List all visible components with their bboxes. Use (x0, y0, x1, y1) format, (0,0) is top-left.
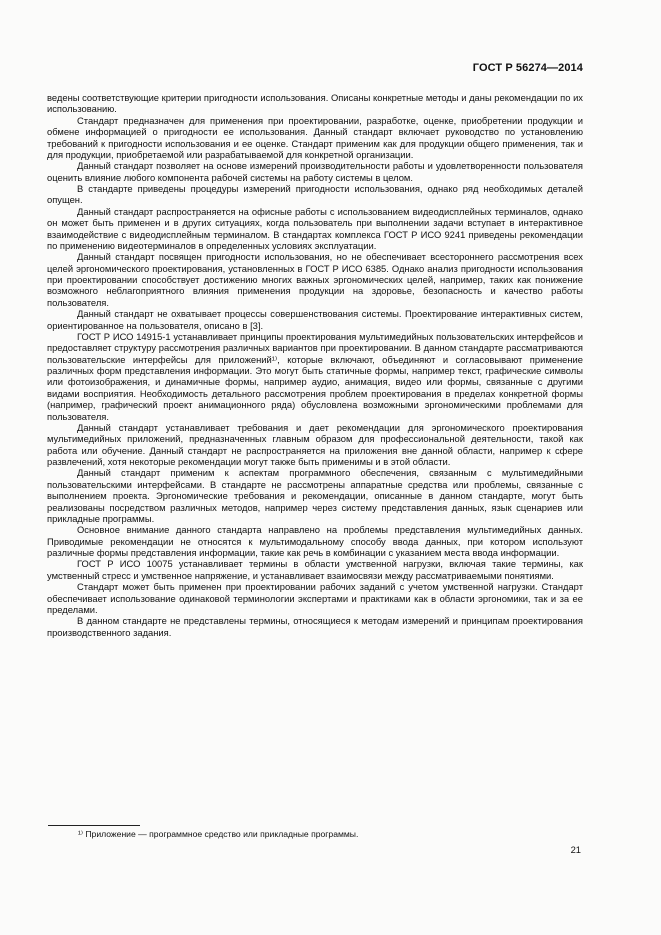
paragraph-continuation: ведены соответствующие критерии пригодности использования. Описаны конкретные методы и даны рекомендации по их использованию. (47, 92, 583, 115)
page-number: 21 (570, 844, 581, 855)
paragraph: Данный стандарт не охватывает процессы совершенствования системы. Проектирование интерактивных систем, ориентированное на пользователя, описано в [3]. (47, 308, 583, 331)
paragraph: Стандарт предназначен для применения при проектировании, разработке, оценке, приобретении продукции и обмене информацией о пригодности ее использования. Данный стандарт включает руководство по установлению требований к пригодности использования и ее оценке. Стандарт применим как для продукции общего применения, так и для продукции, приобретаемой или разрабатываемой для конкретной организации. (47, 114, 583, 160)
paragraph: Основное внимание данного стандарта направлено на проблемы представления мультимедийных данных. Приводимые рекомендации не относятся к мультимодальному способу ввода данных, при котором используют различные формы представления информации, такие как речь в комбинации с указанием места ввода информации. (47, 524, 583, 558)
paragraph: Данный стандарт устанавливает требования и дает рекомендации для эргономического проектирования мультимедийных приложений, предназначенных главным образом для профессиональной деятельности, такой как работа или обучение. Данный стандарт не распространяется на приложения вне данной области, например к сфере развлечений, хотя некоторые рекомендации могут также быть применимы и в этой области. (47, 421, 583, 467)
paragraph: В данном стандарте не представлены термины, относящиеся к методам измерений и принципам проектирования производственного задания. (47, 615, 583, 638)
paragraph: Данный стандарт посвящен пригодности использования, но не обеспечивает всестороннего рассмотрения всех целей эргономического проектирования, установленных в ГОСТ Р ИСО 6385. Однако анализ пригодности использования при проектировании способствует достижению многих важных эргономических целей, например, таких как понижение возможного неблагоприятного влияния применения продукции на здоровье, безопасность и качество работы пользователя. (47, 251, 583, 308)
footnote: ¹⁾ Приложение — программное средство или прикладные программы. (78, 829, 359, 839)
body-text (47, 92, 583, 638)
paragraph: Стандарт может быть применен при проектировании рабочих заданий с учетом умственной нагрузки. Стандарт обеспечивает использование одинаковой терминологии экспертами и практиками как в области эргономики, так и за ее пределами. (47, 581, 583, 615)
standard-header: ГОСТ Р 56274—2014 (472, 62, 583, 74)
paragraph: ГОСТ Р ИСО 14915-1 устанавливает принципы проектирования мультимедийных пользовательских интерфейсов и предоставляет структуру рассмотрения различных вариантов при проектировании. В данном стандарте рассматриваются пользовательские интерфейсы для приложений¹⁾, которые включают, объединяют и согласовывают применение различных форм представления информации. Это могут быть статичные формы, например текст, графические символы или фотоизображения, и динамичные формы, например аудио, анимация, видео или формы, связанные с другими видами восприятия. Необходимость детального рассмотрения проблем проектирования в пределах конкретной формы (например, графический проект анимационного ряда) обусловлена возможными эргономическими проблемами для пользователя. (47, 330, 583, 422)
paragraph: ГОСТ Р ИСО 10075 устанавливает термины в области умственной нагрузки, включая такие термины, как умственный стресс и умственное напряжение, и устанавливает взаимосвязи между рассматриваемыми понятиями. (47, 558, 583, 581)
paragraph: Данный стандарт применим к аспектам программного обеспечения, связанным с мультимедийными пользовательскими интерфейсами. В стандарте не рассмотрены аппаратные средства или проблемы, связанные с выполнением проекта. Эргономические требования и рекомендации, описанные в данном стандарте, могут быть реализованы посредством различных методов, например через систему представления данных, язык сценариев или прикладные программы. (47, 467, 583, 524)
paragraph: Данный стандарт позволяет на основе измерений производительности работы и удовлетворенности пользователя оценить влияние любого компонента рабочей системы на работу системы в целом. (47, 160, 583, 183)
footnote-divider (48, 825, 140, 826)
paragraph: В стандарте приведены процедуры измерений пригодности использования, однако ряд необходимых деталей опущен. (47, 183, 583, 206)
paragraph: Данный стандарт распространяется на офисные работы с использованием видеодисплейных терминалов, однако он может быть применен и в других ситуациях, когда пользователь при выполнении задачи вступает в интерактивное взаимодействие с видеодисплейным терминалом. В стандартах комплекса ГОСТ Р ИСО 9241 приведены рекомендации по применению видеотерминалов в определенных условиях эксплуатации. (47, 205, 583, 251)
